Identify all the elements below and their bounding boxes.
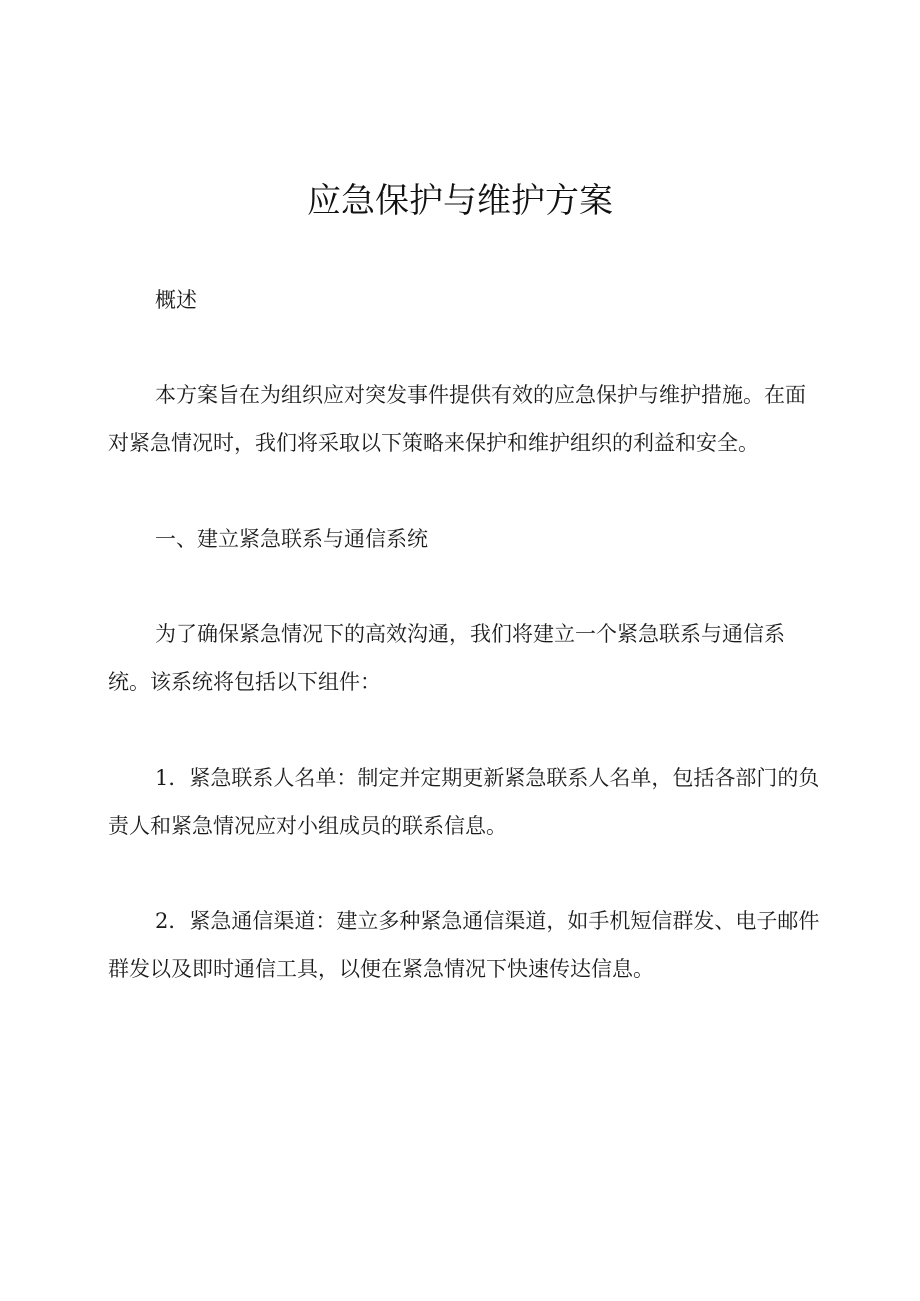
overview-paragraph: [108, 371, 824, 467]
section-1-paragraph-text: 为了确保紧急情况下的高效沟通，我们将建立一个紧急联系与通信系统。该系统将包括以下组件：: [108, 622, 785, 694]
list-item-1-text: 1．紧急联系人名单：制定并定期更新紧急联系人名单，包括各部门的负责人和紧急情况应对小组成员的联系信息。: [108, 766, 820, 838]
document-title: 应急保护与维护方案: [307, 181, 613, 221]
list-item-1: [108, 754, 824, 850]
section-1-paragraph: [108, 610, 824, 706]
list-item-2: [108, 897, 824, 993]
section-1-heading-text: 一、建立紧急联系与通信系统: [155, 527, 428, 551]
overview-heading: [108, 276, 824, 324]
section-1-heading: [108, 515, 824, 563]
list-item-2-text: 2．紧急通信渠道：建立多种紧急通信渠道，如手机短信群发、电子邮件群发以及即时通信工具，以便在紧急情况下快速传达信息。: [108, 909, 820, 981]
overview-heading-text: 概述: [155, 288, 197, 312]
overview-paragraph-text: 本方案旨在为组织应对突发事件提供有效的应急保护与维护措施。在面对紧急情况时，我们将采取以下策略来保护和维护组织的利益和安全。: [108, 383, 806, 455]
